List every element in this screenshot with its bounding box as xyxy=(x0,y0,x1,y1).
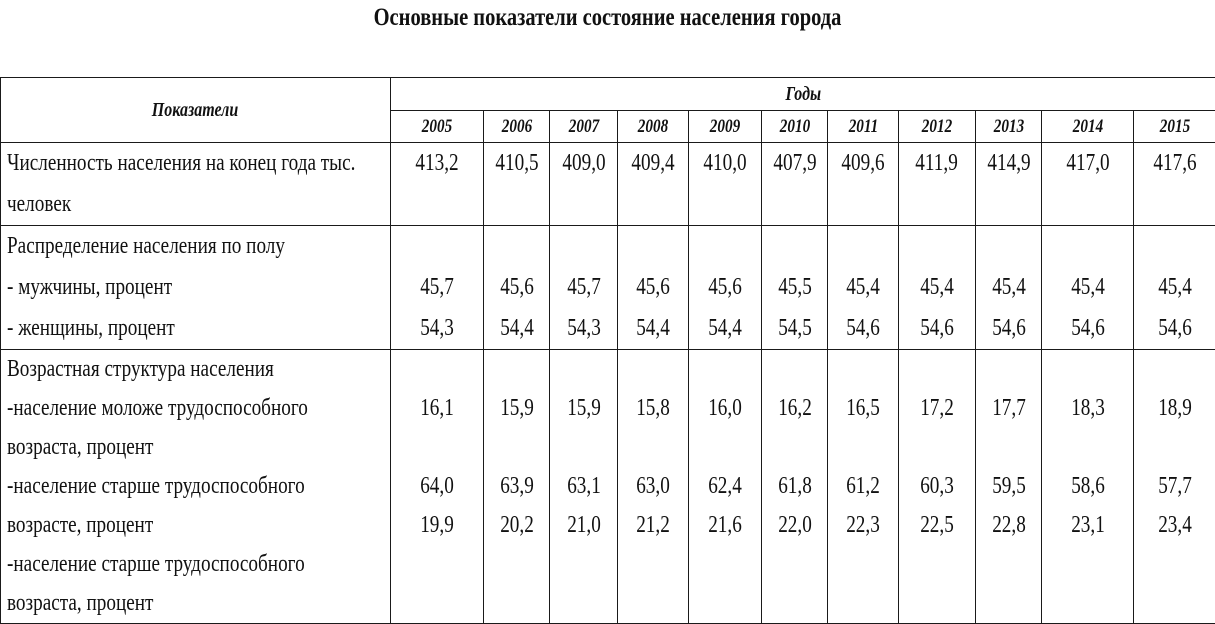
table-row-gender xyxy=(1,226,1215,350)
year-header: 2007 xyxy=(550,111,618,143)
row-label: Распределение населения по полу - мужчины, процент - женщины, процент xyxy=(1,226,391,350)
table-cell: 411,9 xyxy=(899,143,976,226)
table-cell: 17,7 59,5 22,8 xyxy=(976,350,1042,624)
year-header: 2011 xyxy=(828,111,899,143)
table-cell: 414,9 xyxy=(976,143,1042,226)
year-header: 2010 xyxy=(762,111,828,143)
years-header: Годы xyxy=(391,78,1215,111)
page-title: Основные показатели состояние населения города xyxy=(109,4,1105,32)
year-header: 2013 xyxy=(976,111,1042,143)
table-cell: 16,2 61,8 22,0 xyxy=(762,350,828,624)
table-cell: 417,0 xyxy=(1042,143,1134,226)
table-cell: 45,4 54,6 xyxy=(828,226,899,350)
table-cell: 45,6 54,4 xyxy=(484,226,550,350)
year-header: 2008 xyxy=(618,111,689,143)
table-cell: 407,9 xyxy=(762,143,828,226)
year-header: 2015 xyxy=(1134,111,1215,143)
year-header: 2014 xyxy=(1042,111,1134,143)
table-row-population xyxy=(1,143,1215,226)
table-cell: 18,9 57,7 23,4 xyxy=(1134,350,1215,624)
table-cell: 17,2 60,3 22,5 xyxy=(899,350,976,624)
table-cell: 45,4 54,6 xyxy=(899,226,976,350)
table-cell: 45,7 54,3 xyxy=(391,226,484,350)
table-cell: 410,0 xyxy=(689,143,762,226)
table-cell: 417,6 xyxy=(1134,143,1215,226)
table-row-age-structure xyxy=(1,350,1215,624)
table-cell: 45,5 54,5 xyxy=(762,226,828,350)
table-cell: 45,4 54,6 xyxy=(1134,226,1215,350)
table-cell: 15,8 63,0 21,2 xyxy=(618,350,689,624)
table-cell: 15,9 63,9 20,2 xyxy=(484,350,550,624)
table-cell: 18,3 58,6 23,1 xyxy=(1042,350,1134,624)
year-header: 2012 xyxy=(899,111,976,143)
indicators-table xyxy=(0,77,1215,624)
row-label: Возрастная структура населения -население моложе трудоспособного возраста, процент -население старше трудоспособного возрасте, процент -население старше трудоспособного возраста, процент xyxy=(1,350,391,624)
table-cell: 45,4 54,6 xyxy=(1042,226,1134,350)
year-header: 2009 xyxy=(689,111,762,143)
year-header: 2005 xyxy=(391,111,484,143)
table-cell: 16,0 62,4 21,6 xyxy=(689,350,762,624)
table-cell: 409,4 xyxy=(618,143,689,226)
table-cell: 45,6 54,4 xyxy=(689,226,762,350)
table-cell: 413,2 xyxy=(391,143,484,226)
table-cell: 15,9 63,1 21,0 xyxy=(550,350,618,624)
table-cell: 45,4 54,6 xyxy=(976,226,1042,350)
table-cell: 45,7 54,3 xyxy=(550,226,618,350)
table-cell: 16,5 61,2 22,3 xyxy=(828,350,899,624)
year-header: 2006 xyxy=(484,111,550,143)
table-cell: 409,0 xyxy=(550,143,618,226)
table-cell: 410,5 xyxy=(484,143,550,226)
table-cell: 45,6 54,4 xyxy=(618,226,689,350)
table-cell: 409,6 xyxy=(828,143,899,226)
table-cell: 16,1 64,0 19,9 xyxy=(391,350,484,624)
indicators-header: Показатели xyxy=(1,78,391,143)
row-label: Численность населения на конец года тыс. человек xyxy=(1,143,391,226)
